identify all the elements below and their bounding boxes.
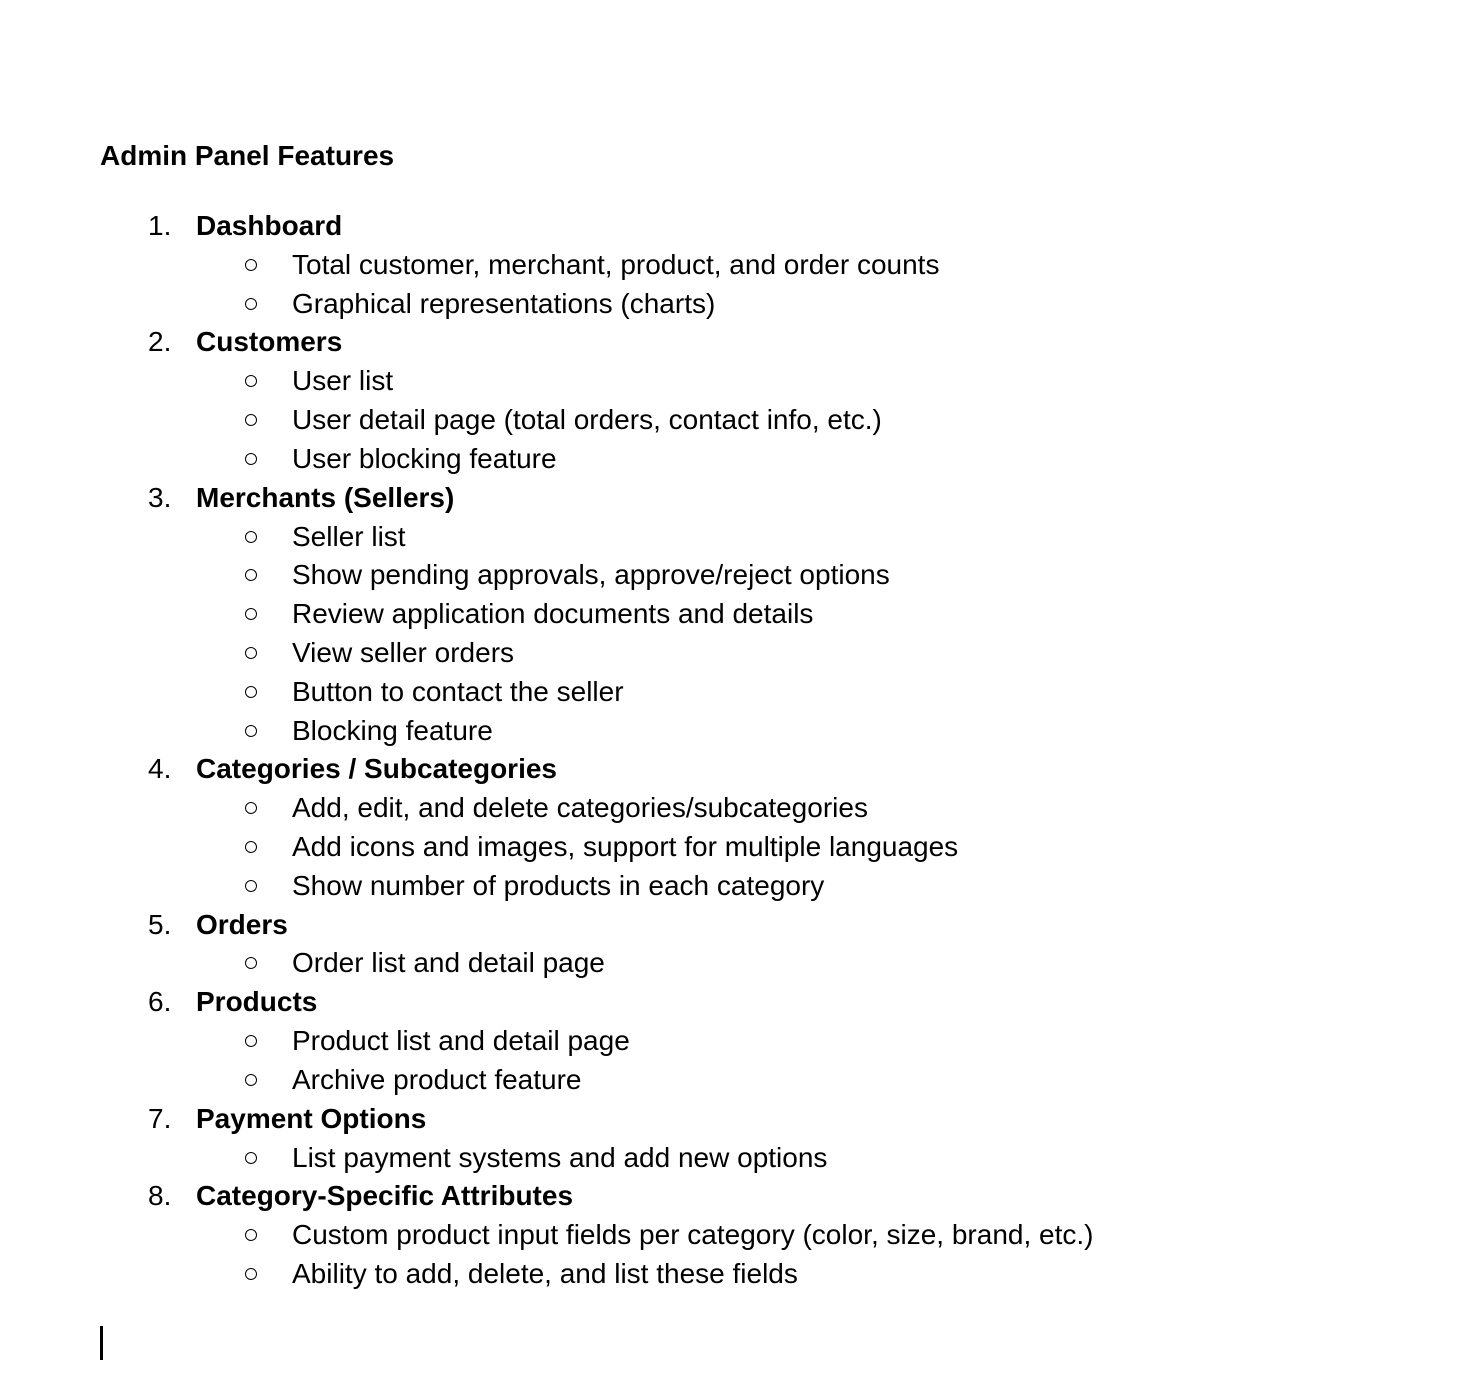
hollow-circle-bullet-icon bbox=[245, 686, 257, 698]
list-item-text: Seller list bbox=[292, 520, 406, 552]
list-item-text: Show pending approvals, approve/reject options bbox=[292, 559, 890, 591]
hollow-circle-bullet-icon bbox=[245, 1035, 257, 1047]
hollow-circle-bullet-icon bbox=[245, 1268, 257, 1280]
list-item-text: Blocking feature bbox=[292, 714, 493, 746]
section-heading: Dashboard bbox=[196, 210, 343, 241]
hollow-circle-bullet-icon bbox=[245, 298, 257, 310]
list-item-text: User list bbox=[292, 365, 394, 397]
list-item-text: Add icons and images, support for multiple languages bbox=[292, 831, 959, 862]
list-item bbox=[0, 556, 1472, 595]
hollow-circle-bullet-icon bbox=[245, 414, 257, 426]
section-heading-row bbox=[0, 906, 1472, 945]
list-item bbox=[0, 673, 1472, 712]
list-number: 1. bbox=[148, 210, 172, 241]
section-heading-row bbox=[0, 750, 1472, 789]
list-item-text: List payment systems and add new options bbox=[292, 1141, 828, 1173]
hollow-circle-bullet-icon bbox=[245, 1229, 257, 1241]
list-item-text: Review application documents and details bbox=[292, 598, 814, 630]
list-item bbox=[0, 285, 1472, 324]
list-item bbox=[0, 518, 1472, 557]
section-heading-row bbox=[0, 1100, 1472, 1139]
text-cursor bbox=[100, 1326, 103, 1360]
list-item-text: Graphical representations (charts) bbox=[292, 287, 716, 319]
list-item bbox=[0, 1255, 1472, 1294]
list-item-text: Button to contact the seller bbox=[292, 675, 624, 707]
list-item bbox=[0, 634, 1472, 673]
hollow-circle-bullet-icon bbox=[245, 608, 257, 620]
list-number: 7. bbox=[148, 1102, 172, 1134]
list-item-text: Product list and detail page bbox=[292, 1025, 630, 1057]
hollow-circle-bullet-icon bbox=[245, 841, 257, 853]
hollow-circle-bullet-icon bbox=[245, 1074, 257, 1086]
list-item-text: Ability to add, delete, and list these fields bbox=[292, 1257, 798, 1289]
list-item bbox=[0, 944, 1472, 983]
section-heading: Products bbox=[196, 986, 318, 1018]
list-item-text: User blocking feature bbox=[292, 442, 557, 474]
list-item bbox=[0, 789, 1472, 828]
section-heading: Customers bbox=[196, 326, 343, 358]
feature-list bbox=[0, 207, 1472, 1294]
list-item-text: Custom product input fields per category (color, size, brand, etc.) bbox=[292, 1219, 1094, 1251]
list-item-text: Show number of products in each category bbox=[292, 869, 825, 901]
list-item bbox=[0, 1022, 1472, 1061]
hollow-circle-bullet-icon bbox=[245, 957, 257, 969]
section-heading: Category-Specific Attributes bbox=[196, 1180, 574, 1212]
section-heading: Orders bbox=[196, 908, 288, 940]
section-heading-row bbox=[0, 323, 1472, 362]
hollow-circle-bullet-icon bbox=[245, 259, 257, 271]
section-heading-row bbox=[0, 1177, 1472, 1216]
document-title: Admin Panel Features bbox=[100, 140, 395, 171]
list-item-text: View seller orders bbox=[292, 636, 515, 668]
list-item bbox=[0, 362, 1472, 401]
list-item-text: User detail page (total orders, contact info, etc.) bbox=[292, 404, 882, 436]
list-item bbox=[0, 595, 1472, 634]
list-item-text: Archive product feature bbox=[292, 1063, 582, 1095]
list-item-text: Total customer, merchant, product, and order counts bbox=[292, 248, 940, 280]
list-item-text: Order list and detail page bbox=[292, 947, 605, 979]
hollow-circle-bullet-icon bbox=[245, 1152, 257, 1164]
hollow-circle-bullet-icon bbox=[245, 647, 257, 659]
hollow-circle-bullet-icon bbox=[245, 531, 257, 543]
list-item bbox=[0, 1061, 1472, 1100]
section-heading: Categories / Subcategories bbox=[196, 753, 558, 785]
list-number: 5. bbox=[148, 908, 172, 940]
section-heading-row bbox=[0, 983, 1472, 1022]
list-item-text: Add, edit, and delete categories/subcategories bbox=[292, 792, 868, 824]
list-item bbox=[0, 246, 1472, 285]
list-item bbox=[0, 867, 1472, 906]
section-heading-row bbox=[0, 479, 1472, 518]
list-item bbox=[0, 1216, 1472, 1255]
hollow-circle-bullet-icon bbox=[245, 453, 257, 465]
list-item bbox=[0, 712, 1472, 751]
hollow-circle-bullet-icon bbox=[245, 880, 257, 892]
hollow-circle-bullet-icon bbox=[245, 375, 257, 387]
list-item bbox=[0, 828, 1472, 867]
hollow-circle-bullet-icon bbox=[245, 725, 257, 737]
section-heading-row bbox=[0, 207, 1472, 246]
hollow-circle-bullet-icon bbox=[245, 569, 257, 581]
hollow-circle-bullet-icon bbox=[245, 802, 257, 814]
list-number: 2. bbox=[148, 326, 172, 358]
list-number: 3. bbox=[148, 481, 172, 513]
section-heading: Payment Options bbox=[196, 1102, 427, 1134]
list-item bbox=[0, 1139, 1472, 1178]
list-item bbox=[0, 440, 1472, 479]
section-heading: Merchants (Sellers) bbox=[196, 481, 455, 513]
list-number: 4. bbox=[148, 753, 172, 785]
list-number: 6. bbox=[148, 986, 172, 1018]
list-number: 8. bbox=[148, 1180, 172, 1212]
list-item bbox=[0, 401, 1472, 440]
